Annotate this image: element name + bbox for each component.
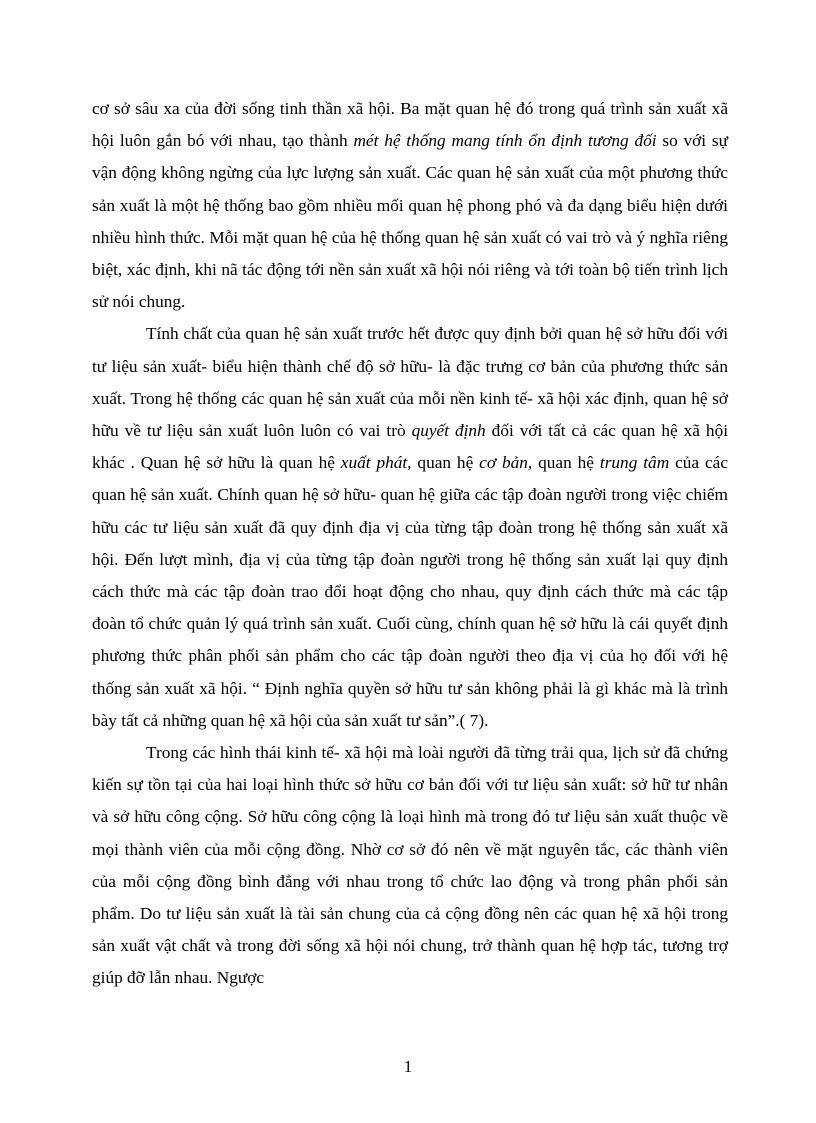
text-run: quan hệ: [532, 453, 600, 473]
italic-text: xuất phát,: [340, 453, 412, 473]
text-run: quan hệ: [411, 453, 480, 473]
page-number: 1: [403, 1057, 413, 1076]
italic-text: trung tâm: [599, 453, 670, 473]
italic-text: mét hệ thống mang tính ổn định tương đối: [353, 131, 657, 151]
text-run: Trong các hình thái kinh tế- xã hội mà loài người đã từng trải qua, lịch sử đã chứng kiến sự tồn tại của hai loại hình thức sở hữu cơ bản đối với tư liệu sản xuất: sở hữ tư nhân và sở hữu công cộng. Sở hữu công cộng là loại hình mà trong đó tư liệu sản xuất thuộc về mọi thành viên của mỗi cộng đồng. Nhờ cơ sở đó nên về mặt nguyên tắc, các thành viên của mỗi cộng đồng bình đẳng với nhau trong tổ chức lao động và trong phân phối sản phẩm. Do tư liệu sản xuất là tài sản chung của cả cộng đồng nên các quan hệ xã hội trong sản xuất vật chất và trong đời sống xã hội nói chung, trở thành quan hệ hợp tác, tương trợ giúp đỡ lẫn nhau. Ngược: [92, 743, 728, 988]
italic-text: cơ bản,: [479, 453, 533, 473]
document-body: [92, 93, 728, 995]
text-run: cơ sở sâu xa của đời sống tinh thần xã hội. Ba mặt quan hệ đó trong quá trình sản xuất xã hội luôn gắn bó với nhau, tạo thành: [92, 99, 728, 151]
paragraph: [92, 318, 728, 737]
italic-text: quyết định: [411, 421, 486, 441]
paragraph: [92, 737, 728, 995]
text-run: so với sự vận động không ngừng của lực lượng sản xuất. Các quan hệ sản xuất của một phương thức sản xuất là một hệ thống bao gồm nhiều mối quan hệ phong phó và đa dạng biểu hiện dưới nhiều hình thức. Mỗi mặt quan hệ của hệ thống quan hệ sản xuất có vai trò và ý nghĩa riêng biệt, xác định, khi nã tác động tới nền sản xuất xã hội nói riêng và tới toàn bộ tiến trình lịch sử nói chung.: [92, 131, 728, 312]
text-run: đối với tất cả các quan hệ xã hội khác . Quan hệ sở hữu là quan hệ: [92, 421, 729, 473]
text-run: của các quan hệ sản xuất. Chính quan hệ sở hữu- quan hệ giữa các tập đoàn người trong việc chiếm hữu các tư liệu sản xuất đã quy định địa vị của từng tập đoàn trong hệ thống sản xuất xã hội. Đến lượt mình, địa vị của từng tập đoàn người trong hệ thống sản xuất lại quy định cách thức mà các tập đoàn trao đổi hoạt động cho nhau, quy định cách thức mà các tập đoàn tổ chức quản lý quá trình sản xuất. Cuối cùng, chính quan hệ sở hữu là cái quyết định phương thức phân phối sản phẩm cho các tập đoàn người theo địa vị của họ đối với hệ thống sản xuất xã hội. “ Định nghĩa quyền sở hữu tư sản không phải là gì khác mà là trình bày tất cả những quan hệ xã hội của sản xuất tư sản”.( 7).: [92, 453, 729, 730]
paragraph: [92, 93, 728, 318]
text-run: Tính chất của quan hệ sản xuất trước hết được quy định bởi quan hệ sở hữu đối với tư liệu sản xuất- biểu hiện thành chế độ sở hữu- là đặc trưng cơ bản của phương thức sản xuất. Trong hệ thống các quan hệ sản xuất của mỗi nền kinh tế- xã hội xác định, quan hệ sở hữu về tư liệu sản xuất luôn luôn có vai trò: [92, 324, 728, 441]
